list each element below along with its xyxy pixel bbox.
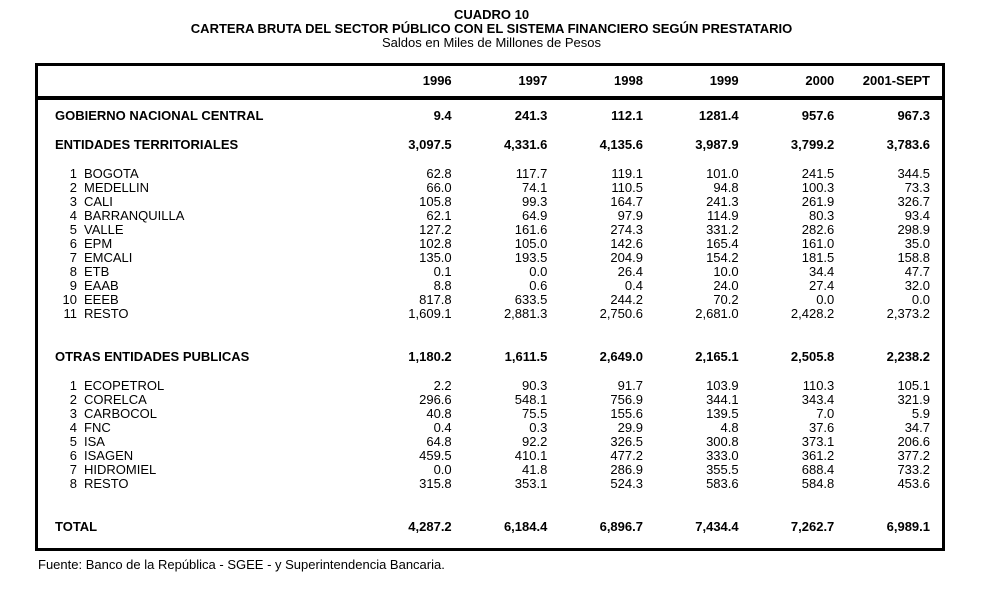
value-cell: 66.0	[426, 180, 452, 195]
table-row	[38, 435, 942, 449]
value-cell: 957.6	[801, 108, 835, 123]
value-cell: 0.0	[529, 264, 548, 279]
value-cell: 5.9	[911, 406, 930, 421]
row-label	[38, 407, 368, 421]
row-name: EPM	[84, 236, 113, 251]
value-cell: 158.8	[897, 250, 930, 265]
source-note: Fuente: Banco de la República - SGEE - y Superintendencia Bancaria.	[38, 557, 445, 572]
value-cell: 361.2	[801, 448, 835, 463]
section-row	[38, 98, 942, 123]
row-label	[38, 435, 368, 449]
row-label	[38, 223, 368, 237]
value-cell: 4,135.6	[599, 137, 643, 152]
table-row	[38, 307, 942, 321]
table-number: CUADRO 10	[453, 7, 530, 22]
value-cell: 35.0	[904, 236, 930, 251]
title-block	[0, 0, 983, 50]
value-cell: 298.9	[897, 222, 930, 237]
row-label	[38, 293, 368, 307]
row-number: 11	[63, 306, 77, 321]
row-name: TOTAL	[55, 519, 98, 534]
value-cell: 3,097.5	[408, 137, 452, 152]
table-row	[38, 393, 942, 407]
data-table	[35, 63, 945, 551]
value-cell: 0.0	[816, 292, 835, 307]
row-number: 3	[69, 406, 77, 421]
value-cell: 142.6	[610, 236, 643, 251]
value-cell: 105.8	[419, 194, 452, 209]
row-name: CALI	[84, 194, 113, 209]
value-cell: 103.9	[706, 378, 739, 393]
value-cell: 584.8	[801, 476, 835, 491]
value-cell: 0.0	[911, 292, 930, 307]
value-cell: 91.7	[617, 378, 643, 393]
value-cell: 300.8	[706, 434, 739, 449]
row-number: 10	[62, 292, 77, 307]
page-subtitle: Saldos en Miles de Millones de Pesos	[382, 35, 601, 50]
table-row	[38, 293, 942, 307]
row-name: CARBOCOL	[84, 406, 157, 421]
row-number: 2	[69, 180, 77, 195]
value-cell: 34.4	[808, 264, 835, 279]
value-cell: 4,331.6	[503, 137, 548, 152]
value-cell: 0.4	[624, 278, 643, 293]
value-cell: 8.8	[433, 278, 452, 293]
value-cell: 99.3	[522, 194, 548, 209]
row-label	[38, 307, 368, 321]
table-header	[38, 66, 942, 98]
row-name: EAAB	[84, 278, 119, 293]
row-label	[38, 520, 368, 548]
value-cell: 343.4	[801, 392, 835, 407]
row-label	[38, 98, 368, 123]
value-cell: 101.0	[706, 166, 739, 181]
row-name: FNC	[84, 420, 111, 435]
value-cell: 344.5	[897, 166, 930, 181]
value-cell: 97.9	[617, 208, 643, 223]
row-number: 5	[69, 434, 77, 449]
value-cell: 286.9	[610, 462, 643, 477]
value-cell: 548.1	[514, 392, 548, 407]
row-label	[38, 251, 368, 265]
row-name: GOBIERNO NACIONAL CENTRAL	[55, 108, 264, 123]
value-cell: 2,373.2	[886, 306, 930, 321]
row-name: ETB	[84, 264, 110, 279]
value-cell: 74.1	[522, 180, 548, 195]
value-cell: 161.0	[801, 236, 835, 251]
value-cell: 6,896.7	[599, 519, 643, 534]
row-label	[38, 138, 368, 152]
value-cell: 296.6	[419, 392, 452, 407]
value-cell: 41.8	[522, 462, 548, 477]
column-header-empty	[38, 66, 368, 98]
value-cell: 62.8	[426, 166, 452, 181]
spacer-cell	[38, 123, 942, 138]
table-row	[38, 379, 942, 393]
value-cell: 756.9	[610, 392, 643, 407]
value-cell: 524.3	[610, 476, 643, 491]
row-number: 1	[69, 166, 77, 181]
value-cell: 0.6	[529, 278, 548, 293]
spacer-row	[38, 321, 942, 350]
value-cell: 24.0	[713, 278, 739, 293]
row-name: ECOPETROL	[84, 378, 165, 393]
value-cell: 90.3	[522, 378, 548, 393]
table-row	[38, 421, 942, 435]
row-name: ISAGEN	[84, 448, 134, 463]
value-cell: 817.8	[419, 292, 452, 307]
value-cell: 274.3	[610, 222, 643, 237]
section-row	[38, 350, 942, 364]
row-name: MEDELLIN	[84, 180, 150, 195]
row-name: EMCALI	[84, 250, 133, 265]
row-name: BARRANQUILLA	[84, 208, 185, 223]
value-cell: 326.5	[610, 434, 643, 449]
column-header-year: 1996	[368, 66, 464, 98]
value-cell: 93.4	[904, 208, 930, 223]
row-name: OTRAS ENTIDADES PUBLICAS	[55, 349, 250, 364]
row-number: 6	[69, 448, 77, 463]
value-cell: 0.3	[529, 420, 548, 435]
value-cell: 453.6	[897, 476, 930, 491]
value-cell: 333.0	[706, 448, 739, 463]
value-cell: 70.2	[713, 292, 739, 307]
table-row	[38, 195, 942, 209]
value-cell: 161.6	[514, 222, 548, 237]
value-cell: 135.0	[419, 250, 452, 265]
table-row	[38, 223, 942, 237]
value-cell: 80.3	[808, 208, 835, 223]
row-number: 7	[69, 462, 77, 477]
value-cell: 27.4	[808, 278, 835, 293]
value-cell: 373.1	[801, 434, 835, 449]
value-cell: 110.5	[611, 180, 643, 195]
value-cell: 165.4	[706, 236, 739, 251]
value-cell: 6,184.4	[503, 519, 548, 534]
row-name: ENTIDADES TERRITORIALES	[55, 137, 239, 152]
table-row	[38, 463, 942, 477]
value-cell: 119.1	[611, 166, 643, 181]
value-cell: 326.7	[897, 194, 930, 209]
value-cell: 40.8	[426, 406, 452, 421]
row-label	[38, 477, 368, 491]
column-header-year: 1999	[655, 66, 751, 98]
row-number: 9	[69, 278, 77, 293]
row-label	[38, 265, 368, 279]
spacer-row	[38, 123, 942, 138]
value-cell: 241.5	[801, 166, 835, 181]
value-cell: 344.1	[706, 392, 739, 407]
row-number: 8	[69, 476, 77, 491]
value-cell: 105.1	[897, 378, 930, 393]
row-name: CORELCA	[84, 392, 147, 407]
value-cell: 73.3	[904, 180, 930, 195]
row-name: ISA	[84, 434, 105, 449]
value-cell: 282.6	[801, 222, 835, 237]
value-cell: 3,783.6	[886, 137, 930, 152]
table-row	[38, 181, 942, 195]
column-header-year: 1998	[559, 66, 655, 98]
value-cell: 112.1	[611, 108, 643, 123]
value-cell: 244.2	[610, 292, 643, 307]
value-cell: 10.0	[713, 264, 739, 279]
value-cell: 105.0	[514, 236, 548, 251]
value-cell: 29.9	[617, 420, 643, 435]
row-number: 3	[69, 194, 77, 209]
row-label	[38, 393, 368, 407]
value-cell: 410.1	[514, 448, 548, 463]
value-cell: 9.4	[433, 108, 452, 123]
table-row	[38, 251, 942, 265]
value-cell: 164.7	[610, 194, 643, 209]
table-row	[38, 279, 942, 293]
value-cell: 2,881.3	[503, 306, 548, 321]
value-cell: 7,434.4	[695, 519, 739, 534]
section-row	[38, 138, 942, 152]
value-cell: 2,649.0	[599, 349, 643, 364]
value-cell: 2,681.0	[695, 306, 739, 321]
value-cell: 155.6	[610, 406, 643, 421]
row-label	[38, 279, 368, 293]
table-row	[38, 449, 942, 463]
row-name: EEEB	[84, 292, 119, 307]
row-label	[38, 237, 368, 251]
value-cell: 110.3	[802, 378, 835, 393]
row-label	[38, 181, 368, 195]
value-cell: 154.2	[706, 250, 739, 265]
value-cell: 377.2	[897, 448, 930, 463]
value-cell: 6,989.1	[886, 519, 930, 534]
value-cell: 315.8	[419, 476, 452, 491]
value-cell: 181.5	[801, 250, 835, 265]
value-cell: 1281.4	[698, 108, 739, 123]
column-header-year: 1997	[464, 66, 560, 98]
row-number: 8	[69, 264, 77, 279]
value-cell: 193.5	[514, 250, 548, 265]
table-row	[38, 237, 942, 251]
row-label	[38, 421, 368, 435]
spacer-row	[38, 364, 942, 379]
value-cell: 0.0	[433, 462, 452, 477]
spacer-cell	[38, 321, 942, 350]
row-label	[38, 463, 368, 477]
row-name: RESTO	[84, 476, 129, 491]
cartera-bruta-table	[38, 66, 942, 548]
value-cell: 37.6	[808, 420, 835, 435]
column-header-year: 2001-SEPT	[846, 66, 942, 98]
value-cell: 2,165.1	[695, 349, 739, 364]
row-name: RESTO	[84, 306, 129, 321]
row-label	[38, 449, 368, 463]
value-cell: 127.2	[419, 222, 452, 237]
value-cell: 633.5	[514, 292, 548, 307]
row-label	[38, 195, 368, 209]
table-row	[38, 265, 942, 279]
value-cell: 477.2	[610, 448, 643, 463]
value-cell: 0.4	[433, 420, 452, 435]
spacer-row	[38, 152, 942, 167]
value-cell: 32.0	[904, 278, 930, 293]
table-row	[38, 167, 942, 181]
value-cell: 64.8	[426, 434, 452, 449]
value-cell: 583.6	[706, 476, 739, 491]
table-body	[38, 98, 942, 548]
column-header-year: 2000	[751, 66, 847, 98]
row-number: 4	[69, 420, 77, 435]
value-cell: 1,180.2	[408, 349, 452, 364]
row-number: 7	[69, 250, 77, 265]
value-cell: 321.9	[897, 392, 930, 407]
table-row	[38, 407, 942, 421]
value-cell: 64.9	[522, 208, 548, 223]
value-cell: 100.3	[801, 180, 835, 195]
row-name: HIDROMIEL	[84, 462, 157, 477]
row-label	[38, 379, 368, 393]
spacer-row	[38, 491, 942, 520]
value-cell: 2.2	[433, 378, 452, 393]
value-cell: 114.9	[707, 208, 739, 223]
value-cell: 353.1	[514, 476, 548, 491]
table-row	[38, 209, 942, 223]
value-cell: 4.8	[720, 420, 739, 435]
value-cell: 2,750.6	[599, 306, 643, 321]
row-name: VALLE	[84, 222, 124, 237]
spacer-cell	[38, 491, 942, 520]
value-cell: 7,262.7	[790, 519, 835, 534]
value-cell: 688.4	[801, 462, 835, 477]
value-cell: 241.3	[706, 194, 739, 209]
value-cell: 102.8	[419, 236, 452, 251]
value-cell: 26.4	[617, 264, 643, 279]
section-row	[38, 520, 942, 548]
value-cell: 34.7	[904, 420, 930, 435]
row-name: BOGOTA	[84, 166, 139, 181]
value-cell: 355.5	[706, 462, 739, 477]
value-cell: 206.6	[897, 434, 930, 449]
header-row	[38, 66, 942, 98]
spacer-cell	[38, 364, 942, 379]
value-cell: 62.1	[426, 208, 452, 223]
value-cell: 117.7	[515, 166, 548, 181]
value-cell: 261.9	[801, 194, 835, 209]
spacer-cell	[38, 152, 942, 167]
value-cell: 331.2	[706, 222, 739, 237]
value-cell: 47.7	[904, 264, 930, 279]
value-cell: 459.5	[419, 448, 452, 463]
row-number: 5	[69, 222, 77, 237]
value-cell: 3,799.2	[790, 137, 835, 152]
value-cell: 0.1	[433, 264, 452, 279]
row-number: 6	[69, 236, 77, 251]
value-cell: 733.2	[897, 462, 930, 477]
value-cell: 204.9	[610, 250, 643, 265]
value-cell: 967.3	[897, 108, 930, 123]
value-cell: 2,505.8	[790, 349, 835, 364]
value-cell: 139.5	[706, 406, 739, 421]
row-number: 4	[69, 208, 77, 223]
value-cell: 1,611.5	[504, 349, 548, 364]
value-cell: 241.3	[514, 108, 548, 123]
value-cell: 3,987.9	[695, 137, 739, 152]
value-cell: 7.0	[816, 406, 835, 421]
row-number: 2	[69, 392, 77, 407]
value-cell: 2,428.2	[790, 306, 835, 321]
table-row	[38, 477, 942, 491]
value-cell: 94.8	[713, 180, 739, 195]
value-cell: 4,287.2	[408, 519, 452, 534]
page-title: CARTERA BRUTA DEL SECTOR PÚBLICO CON EL SISTEMA FINANCIERO SEGÚN PRESTATARIO	[190, 21, 793, 36]
row-label	[38, 350, 368, 364]
row-label	[38, 209, 368, 223]
value-cell: 1,609.1	[408, 306, 452, 321]
value-cell: 92.2	[522, 434, 548, 449]
row-label	[38, 167, 368, 181]
row-number: 1	[69, 378, 77, 393]
value-cell: 75.5	[522, 406, 548, 421]
value-cell: 2,238.2	[886, 349, 930, 364]
